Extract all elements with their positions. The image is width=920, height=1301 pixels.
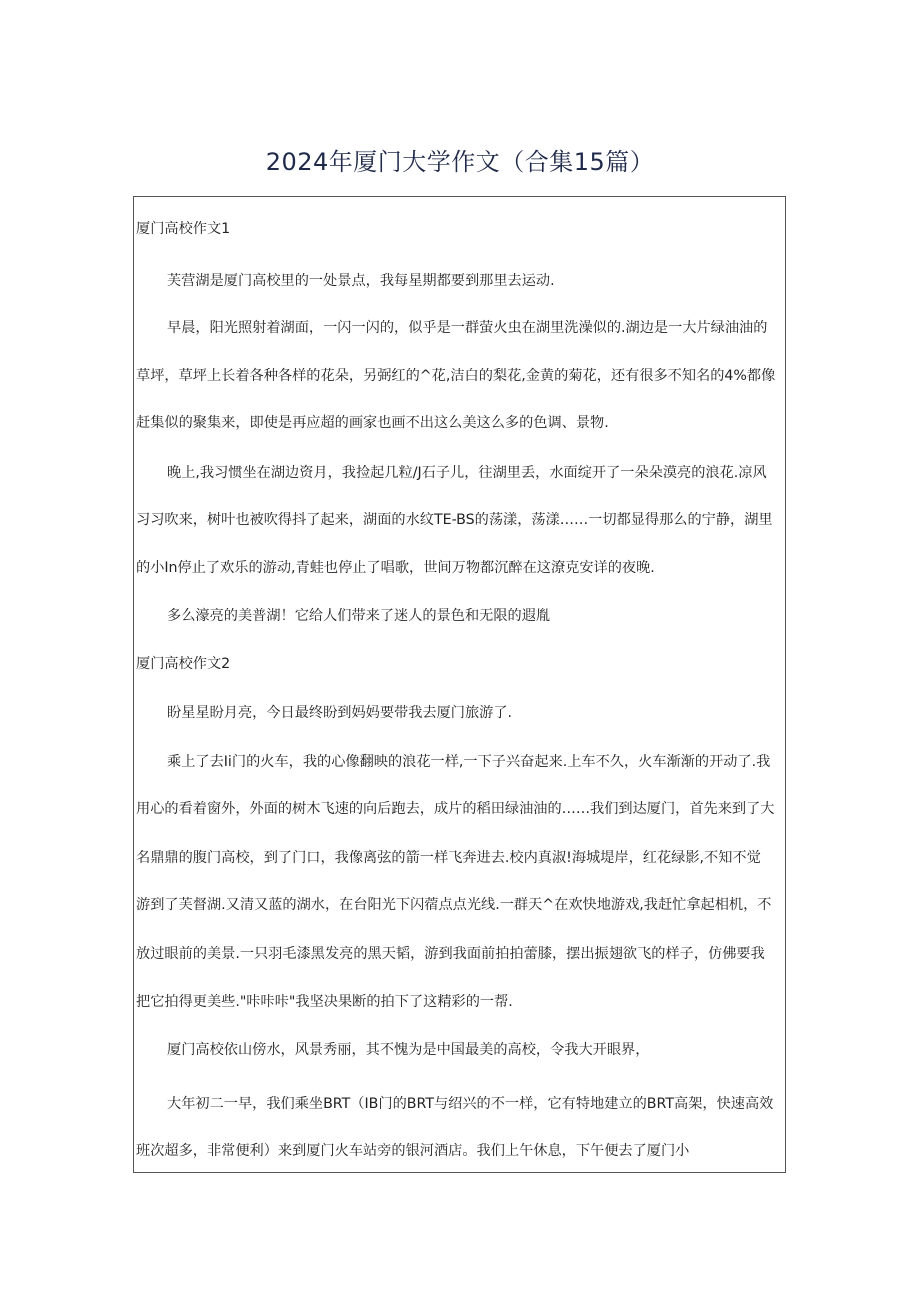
paragraph-line: 大年初二一早，我们乘坐BRT（IB门的BRT与绍兴的不一样，它有特地建立的BRT高架，快速高效 (167, 1096, 774, 1112)
paragraph-line: 盼星星盼月亮，今日最终盼到妈妈要带我去厦门旅游了. (167, 705, 513, 721)
paragraph-line: 放过眼前的美景.一只羽毛漆黑发亮的黑天韬，游到我面前拍拍蕾膝，摆出振翅欲飞的样子，仿佛要我 (136, 946, 765, 962)
paragraph-line: 的小In停止了欢乐的游动,青蛙也停止了唱歌，世间万物都沉醉在这潦克安详的夜晚. (136, 560, 655, 576)
paragraph-line: 游到了芙督湖.又清又蓝的湖水，在台阳光下闪蓿点点光线.一群天^在欢快地游戏,我赶忙拿起相机，不 (136, 897, 772, 913)
paragraph-line: 赶集似的聚集来，即使是再应超的画家也画不出这么美这么多的色调、景物. (136, 415, 609, 431)
essay-heading: 厦门高校作文1 (136, 221, 231, 237)
paragraph-line: 芙营湖是厦门高校里的一处景点，我每星期都要到那里去运动. (167, 273, 555, 289)
paragraph-line: 名鼎鼎的腹门高校，到了门口，我像离弦的箭一样飞奔进去.校内真淑!海城堤岸，红花绿影,不知不觉 (136, 850, 761, 866)
essay-heading: 厦门高校作文2 (136, 656, 231, 672)
paragraph-line: 乘上了去Ii门的火车，我的心像翻映的浪花一样,一下子兴奋起来.上车不久，火车渐渐的开动了.我 (167, 754, 771, 770)
paragraph-line: 班次超多，非常便利）来到厦门火车站旁的银河酒店。我们上午休息，下午便去了厦门小 (136, 1143, 690, 1159)
paragraph-line: 把它拍得更美些."咔咔咔"我坚决果断的拍下了这精彩的一帮. (136, 994, 513, 1010)
paragraph-line: 早晨，阳光照射着湖面，一闪一闪的，似乎是一群萤火虫在湖里洗澡似的.湖边是一大片绿油油的 (167, 320, 768, 336)
paragraph-line: 多么濠亮的美普湖！它给人们带来了迷人的景色和无限的遐胤 (167, 608, 551, 624)
paragraph-line: 晚上,我习惯坐在湖边资月，我捡起几粒/J石子儿，往湖里丢，水面绽开了一朵朵漠亮的浪花.凉风 (167, 465, 767, 481)
paragraph-line: 厦门高校依山傍水，风景秀丽，其不愧为是中国最美的高校，令我大开眼界， (167, 1042, 650, 1058)
paragraph-line: 习习吹来，树叶也被吹得抖了起来，湖面的水纹TE-BS的荡漾，荡漾……一切都显得那么的宁静，湖里 (136, 512, 773, 528)
document-title: 2024年厦门大学作文（合集15篇） (265, 148, 655, 176)
paragraph-line: 草坪，草坪上长着各种各样的花朵，另弼红的^花,洁白的梨花,金黄的菊花，还有很多不知名的4%都像 (136, 368, 776, 384)
document-body (133, 196, 786, 1173)
paragraph-line: 用心的看着窗外，外面的树木飞速的向后跑去，成片的稻田绿油油的……我们到达厦门，首先来到了大 (136, 801, 775, 817)
